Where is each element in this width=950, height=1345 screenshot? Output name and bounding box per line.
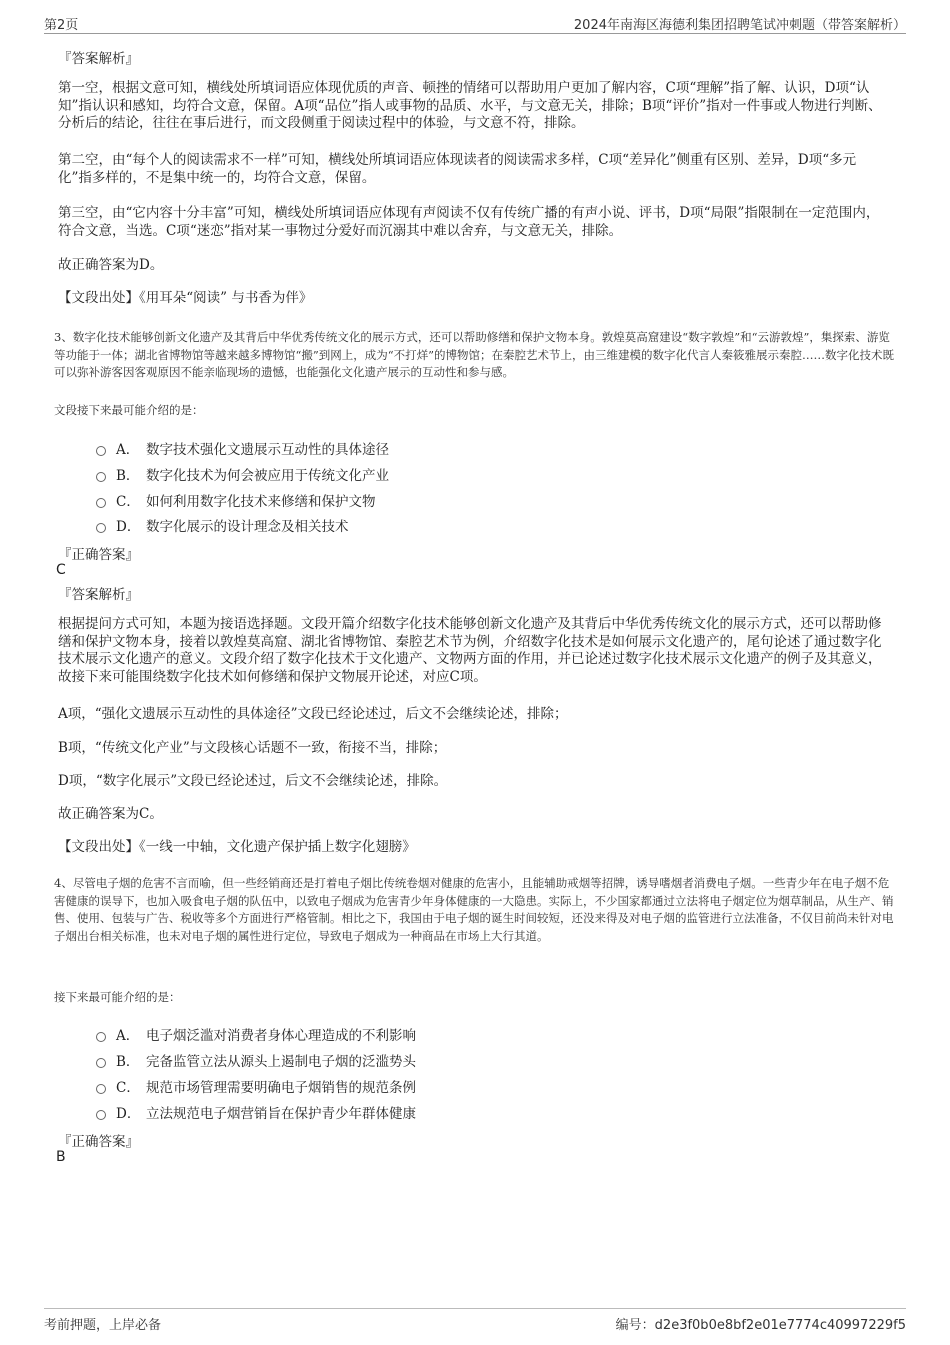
q3-analysis-label: 『答案解析』 xyxy=(58,587,139,603)
option-key: A． xyxy=(116,442,140,458)
header-divider xyxy=(44,33,906,34)
q2-source: 【文段出处】《用耳朵“阅读” 与书香为伴》 xyxy=(58,290,313,306)
q3-answer-label: 『正确答案』 xyxy=(58,547,139,563)
radio-icon[interactable] xyxy=(96,1084,106,1094)
q4-option-a[interactable] xyxy=(96,1024,416,1044)
option-text: 立法规范电子烟营销旨在保护青少年群体健康 xyxy=(146,1106,416,1122)
option-text: 电子烟泛滥对消费者身体心理造成的不利影响 xyxy=(146,1028,416,1044)
footer-divider xyxy=(44,1308,906,1309)
q3-elim-a: A项，“强化文遗展示互动性的具体途径”文段已经论述过，后文不会继续论述，排除； xyxy=(58,706,568,722)
option-key: C． xyxy=(116,1080,140,1096)
radio-icon[interactable] xyxy=(96,523,106,533)
option-key: B． xyxy=(116,1054,140,1070)
radio-icon[interactable] xyxy=(96,1110,106,1120)
q4-stem: 4、尽管电子烟的危害不言而喻，但一些经销商还是打着电子烟比传统卷烟对健康的危害小，且能辅助戒烟等招牌，诱导嗜烟者消费电子烟。一些青少年在电子烟不危害健康的误导下，也加入吸食电子烟的队伍中，以致电子烟成为危害青少年身体健康的一大隐患。实际上，不少国家都通过立法将电子烟定位为烟草制品，从生产、销售、使用、包装与广告、税收等多个方面进行严格管制。相比之下，我国由于电子烟的诞生时间较短，还没来得及对电子烟的监管进行立法准备，不仅目前尚未针对电子烟出台相关标准，也未对电子烟的属性进行定位，导致电子烟成为一种商品在市场上大行其道。 xyxy=(54,876,894,943)
document-code xyxy=(616,1314,906,1333)
option-text: 数字化展示的设计理念及相关技术 xyxy=(146,519,349,535)
q3-source: 【文段出处】《一线一中轴，文化遗产保护插上数字化翅膀》 xyxy=(58,839,416,855)
q4-answer: B xyxy=(56,1149,66,1165)
q3-option-b[interactable] xyxy=(96,464,389,484)
code-label: 编号： xyxy=(615,1318,655,1333)
q3-stem: 3、数字化技术能够创新文化遗产及其背后中华优秀传统文化的展示方式，还可以帮助修缮和保护文物本身。敦煌莫高窟建设“数字敦煌”和“云游敦煌”，集探索、游览等功能于一体；湖北省博物馆等越来越多博物馆“搬”到网上，成为“不打烊”的博物馆；在秦腔艺术节上，由三维建模的数字化代言人秦筱雅展示秦腔……数字化技术既可以弥补游客因客观原因不能亲临现场的遗憾，也能强化文化遗产展示的互动性和参与感。 xyxy=(54,330,895,379)
q3-prompt: 文段接下来最可能介绍的是： xyxy=(54,403,204,417)
option-key: B． xyxy=(116,468,140,484)
option-key: C． xyxy=(116,494,140,510)
option-key: A． xyxy=(116,1028,140,1044)
option-text: 数字技术强化文遗展示互动性的具体途径 xyxy=(146,442,389,458)
radio-icon[interactable] xyxy=(96,498,106,508)
q4-answer-label: 『正确答案』 xyxy=(58,1134,139,1150)
q3-option-a[interactable] xyxy=(96,438,389,458)
option-key: D． xyxy=(116,1106,141,1122)
document-title: 2024年南海区海德利集团招聘笔试冲刺题（带答案解析） xyxy=(573,18,906,33)
q4-option-d[interactable] xyxy=(96,1102,416,1122)
option-text: 规范市场管理需要明确电子烟销售的规范条例 xyxy=(146,1080,416,1096)
page-number: 第2页 xyxy=(44,18,79,33)
footer-slogan: 考前押题，上岸必备 xyxy=(44,1318,162,1333)
q4-prompt: 接下来最可能介绍的是： xyxy=(54,990,181,1004)
q3-analysis: 根据提问方式可知，本题为接语选择题。文段开篇介绍数字化技术能够创新文化遗产及其背后中华优秀传统文化的展示方式，还可以帮助修缮和保护文物本身，接着以敦煌莫高窟、湖北省博物馆、秦腔艺术节为例，介绍数字化技术是如何展示文化遗产的，尾句论述了通过数字化技术展示文化遗产的意义。文段介绍了数字化技术于文化遗产、文物两方面的作用，并已论述过数字化技术展示文化遗产的例子及其意义，故接下来可能围绕数字化技术如何修缮和保护文物展开论述，对应C项。 xyxy=(58,616,882,685)
radio-icon[interactable] xyxy=(96,1058,106,1068)
q3-conclusion: 故正确答案为C。 xyxy=(58,806,163,822)
q4-option-c[interactable] xyxy=(96,1076,416,1096)
q3-option-d[interactable] xyxy=(96,515,349,535)
radio-icon[interactable] xyxy=(96,472,106,482)
option-key: D． xyxy=(116,519,141,535)
q2-analysis-para3: 第三空，由“它内容十分丰富”可知，横线处所填词语应体现有声阅读不仅有传统广播的有声小说、评书，D项“局限”指限制在一定范围内，符合文意，当选。C项“迷恋”指对某一事物过分爱好而沉溺其中难以舍弃，与文意无关，排除。 xyxy=(58,205,880,239)
q2-analysis-label: 『答案解析』 xyxy=(58,51,139,67)
q4-option-b[interactable] xyxy=(96,1050,416,1070)
q2-conclusion: 故正确答案为D。 xyxy=(58,257,164,273)
q3-elim-d: D项，“数字化展示”文段已经论述过，后文不会继续论述，排除。 xyxy=(58,773,448,789)
option-text: 如何利用数字化技术来修缮和保护文物 xyxy=(146,494,376,510)
q2-analysis-para2: 第二空，由“每个人的阅读需求不一样”可知，横线处所填词语应体现读者的阅读需求多样，C项“差异化”侧重有区别、差异，D项“多元化”指多样的，不是集中统一的，均符合文意，保留。 xyxy=(58,152,857,186)
option-text: 完备监管立法从源头上遏制电子烟的泛滥势头 xyxy=(146,1054,416,1070)
q2-analysis-para1: 第一空，根据文意可知，横线处所填词语应体现优质的声音、顿挫的情绪可以帮助用户更加了解内容，C项“理解”指了解、认识，D项“认知”指认识和感知，均符合文意，保留。A项“品位”指人或事物的品质、水平，与文意无关，排除；B项“评价”指对一件事或人物进行判断、分析后的结论，往往在事后进行，而文段侧重于阅读过程中的体验，与文意不符，排除。 xyxy=(58,80,882,131)
option-text: 数字化技术为何会被应用于传统文化产业 xyxy=(146,468,389,484)
q3-elim-b: B项，“传统文化产业”与文段核心话题不一致，衔接不当，排除； xyxy=(58,740,447,756)
radio-icon[interactable] xyxy=(96,446,106,456)
q3-answer: C xyxy=(56,562,66,578)
q3-option-c[interactable] xyxy=(96,490,376,510)
radio-icon[interactable] xyxy=(96,1032,106,1042)
code-value: d2e3f0b0e8bf2e01e7774c40997229f5 xyxy=(654,1318,906,1333)
